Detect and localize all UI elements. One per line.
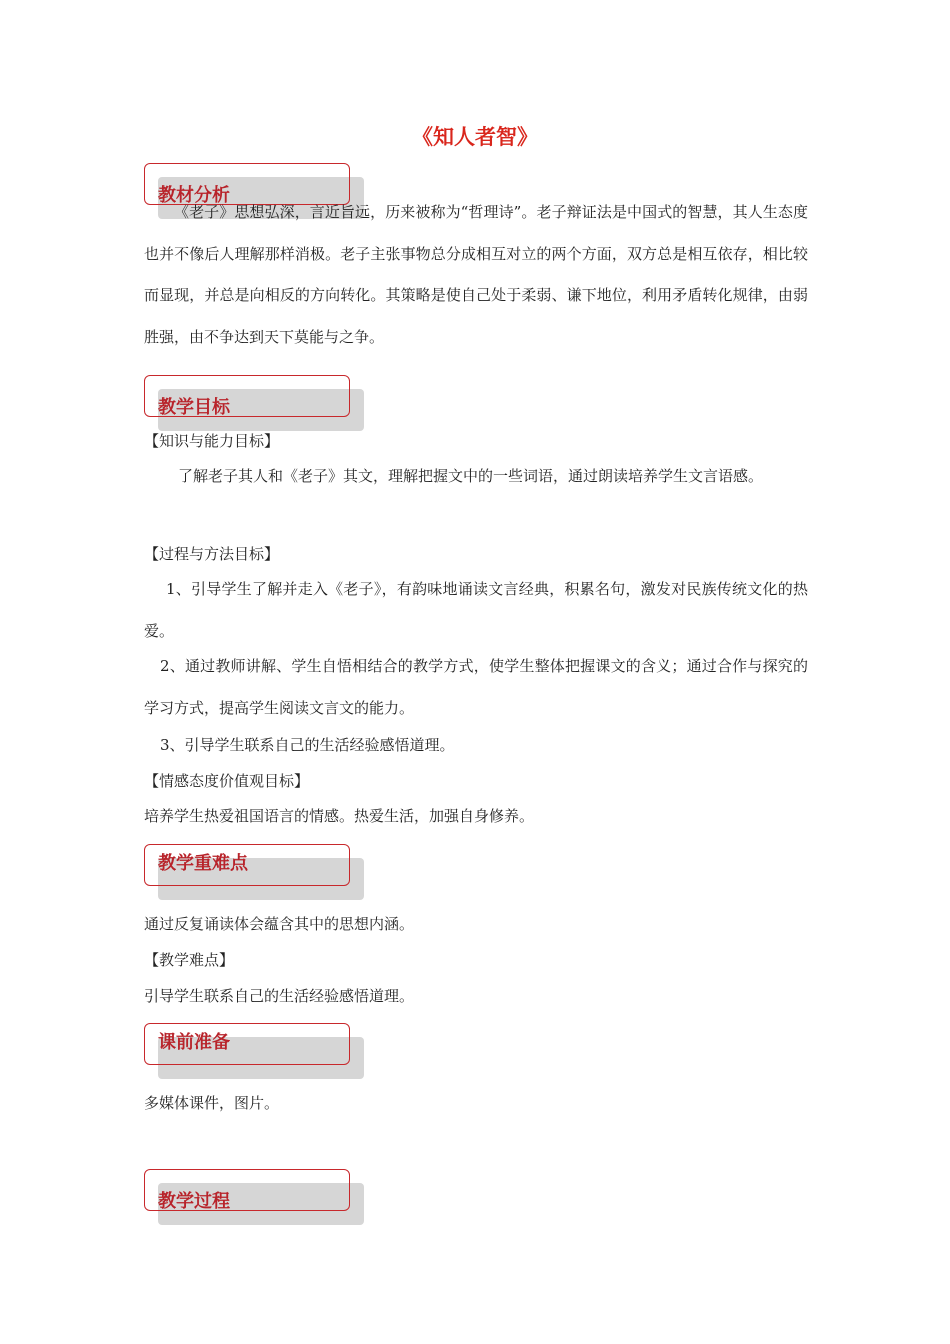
heading-label: 教材分析 bbox=[158, 185, 230, 206]
process-goal-1: 1、引导学生了解并走入《老子》，有韵味地诵读文言经典，积累名句，激发对民族传统文化的热爱。 bbox=[144, 580, 808, 640]
key-point-text: 通过反复诵读体会蕴含其中的思想内涵。 bbox=[144, 915, 415, 933]
heading-label: 课前准备 bbox=[158, 1032, 230, 1053]
process-goal-2: 2、通过教师讲解、学生自悟相结合的教学方式，使学生整体把握课文的含义；通过合作与探究的学习方式，提高学生阅读文言文的能力。 bbox=[144, 657, 808, 717]
emotion-goal-label: 【情感态度价值观目标】 bbox=[144, 772, 310, 790]
difficult-point-label: 【教学难点】 bbox=[144, 951, 235, 969]
section-heading-process bbox=[144, 1169, 350, 1211]
process-goal-3: 3、引导学生联系自己的生活经验感悟道理。 bbox=[160, 736, 455, 754]
preparation-text: 多媒体课件，图片。 bbox=[144, 1094, 280, 1112]
analysis-text: 《老子》思想弘深，言近旨远，历来被称为“哲理诗”。老子辩证法是中国式的智慧，其人生态度也并不像后人理解那样消极。老子主张事物总分成相互对立的两个方面，双方总是相互依存，相比较而显现，并总是向相反的方向转化。其策略是使自己处于柔弱、谦下地位，利用矛盾转化规律，由弱胜强，由不争达到天下莫能与之争。 bbox=[144, 203, 808, 346]
page-title: 《知人者智》 bbox=[412, 125, 538, 149]
knowledge-goal-label: 【知识与能力目标】 bbox=[144, 432, 280, 450]
emotion-goal-text: 培养学生热爱祖国语言的情感。热爱生活，加强自身修养。 bbox=[144, 807, 535, 825]
section-heading-key-points bbox=[144, 844, 350, 886]
knowledge-goal-text: 了解老子其人和《老子》其文，理解把握文中的一些词语，通过朗读培养学生文言语感。 bbox=[178, 467, 764, 485]
section-heading-goals bbox=[144, 375, 350, 417]
difficult-point-text: 引导学生联系自己的生活经验感悟道理。 bbox=[144, 987, 415, 1005]
heading-label: 教学目标 bbox=[158, 397, 230, 418]
heading-label: 教学过程 bbox=[158, 1191, 230, 1212]
section-heading-preparation bbox=[144, 1023, 350, 1065]
heading-label: 教学重难点 bbox=[158, 853, 248, 874]
process-goal-label: 【过程与方法目标】 bbox=[144, 545, 280, 563]
